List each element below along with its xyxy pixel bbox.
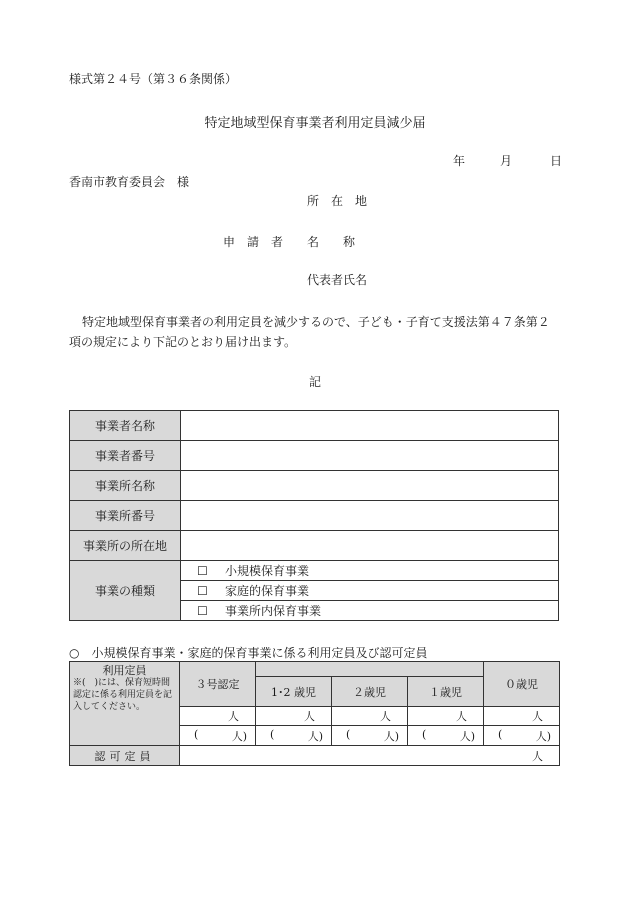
capacity-1-field[interactable]: 人 <box>408 707 484 726</box>
business-name-field[interactable] <box>181 411 559 441</box>
business-type-label: 事業の種類 <box>70 561 181 621</box>
business-name-label: 事業者名称 <box>70 411 181 441</box>
col-2-header: ２歳児 <box>332 677 408 707</box>
paren-open: ( <box>194 727 199 741</box>
date-year-label: 年 <box>453 154 466 168</box>
checkbox-icon[interactable]: ☐ <box>197 604 208 618</box>
paren-close: 人) <box>231 729 247 743</box>
capacity-table <box>69 661 560 766</box>
representative-label: 代表者氏名 <box>307 273 368 287</box>
facility-name-label: 事業所名称 <box>70 471 181 501</box>
short-2-field[interactable] <box>332 726 408 746</box>
checkbox-icon[interactable]: ☐ <box>197 584 208 598</box>
paren-close: 人) <box>535 729 552 743</box>
capacity-3go-field[interactable]: 人 <box>180 707 256 726</box>
option-label: 小規模保育事業 <box>225 564 310 578</box>
short-3go-field[interactable] <box>180 726 256 746</box>
capacity-section-title: ○ 小規模保育事業・家庭的保育事業に係る利用定員及び認可定員 <box>69 646 428 660</box>
address-label: 所 在 地 <box>307 194 368 208</box>
applicant-label: 申 請 者 <box>223 235 284 249</box>
short-0-field[interactable] <box>484 726 560 746</box>
paren-open: ( <box>422 727 427 741</box>
option-label: 家庭的保育事業 <box>225 584 310 598</box>
body-line-1: 特定地域型保育事業者の利用定員を減少するので、子ども・子育て支援法第４７条第２ <box>82 315 550 329</box>
authorized-capacity-field[interactable]: 人 <box>180 746 560 766</box>
name-label: 名 称 <box>307 235 356 249</box>
date-month-label: 月 <box>500 154 513 168</box>
capacity-2-field[interactable]: 人 <box>332 707 408 726</box>
short-1-field[interactable] <box>408 726 484 746</box>
paren-close: 人) <box>383 729 399 743</box>
paren-close: 人) <box>307 729 323 743</box>
checkbox-icon[interactable]: ☐ <box>197 564 208 578</box>
authorized-capacity-label: 認可定員 <box>70 746 180 766</box>
col-12-header: 1･2 歳児 <box>256 677 332 707</box>
date-day-label: 日 <box>550 154 563 168</box>
business-type-option-home[interactable] <box>181 581 559 601</box>
paren-open: ( <box>498 727 503 741</box>
facility-address-field[interactable] <box>181 531 559 561</box>
col-1-header: １歳児 <box>408 677 484 707</box>
document-title: 特定地域型保育事業者利用定員減少届 <box>204 116 426 131</box>
facility-number-label: 事業所番号 <box>70 501 181 531</box>
addressee: 香南市教育委員会 様 <box>69 175 190 189</box>
facility-number-field[interactable] <box>181 501 559 531</box>
capacity-head-label: 利用定員 <box>102 664 147 677</box>
capacity-12-field[interactable]: 人 <box>256 707 332 726</box>
paren-open: ( <box>346 727 351 741</box>
paren-open: ( <box>270 727 275 741</box>
short-12-field[interactable] <box>256 726 332 746</box>
business-type-option-small[interactable] <box>181 561 559 581</box>
business-number-label: 事業者番号 <box>70 441 181 471</box>
facility-name-field[interactable] <box>181 471 559 501</box>
business-type-option-workplace[interactable] <box>181 601 559 621</box>
facility-address-label: 事業所の所在地 <box>70 531 181 561</box>
ki-label: 記 <box>308 375 321 389</box>
body-line-2: 項の規定により下記のとおり届け出ます。 <box>69 335 297 349</box>
paren-close: 人) <box>459 729 476 743</box>
form-number: 様式第２４号（第３６条関係） <box>69 72 238 86</box>
business-number-field[interactable] <box>181 441 559 471</box>
col-0-header: ０歳児 <box>484 662 560 707</box>
business-info-table <box>69 410 559 621</box>
capacity-head-cell <box>70 662 180 746</box>
capacity-0-field[interactable]: 人 <box>484 707 560 726</box>
col-3go-header: ３号認定 <box>180 662 256 707</box>
option-label: 事業所内保育事業 <box>225 604 322 618</box>
capacity-note: ※( )には、保育短時間認定に係る利用定員を記入してください。 <box>73 678 173 712</box>
col-12-header-top <box>256 662 484 677</box>
